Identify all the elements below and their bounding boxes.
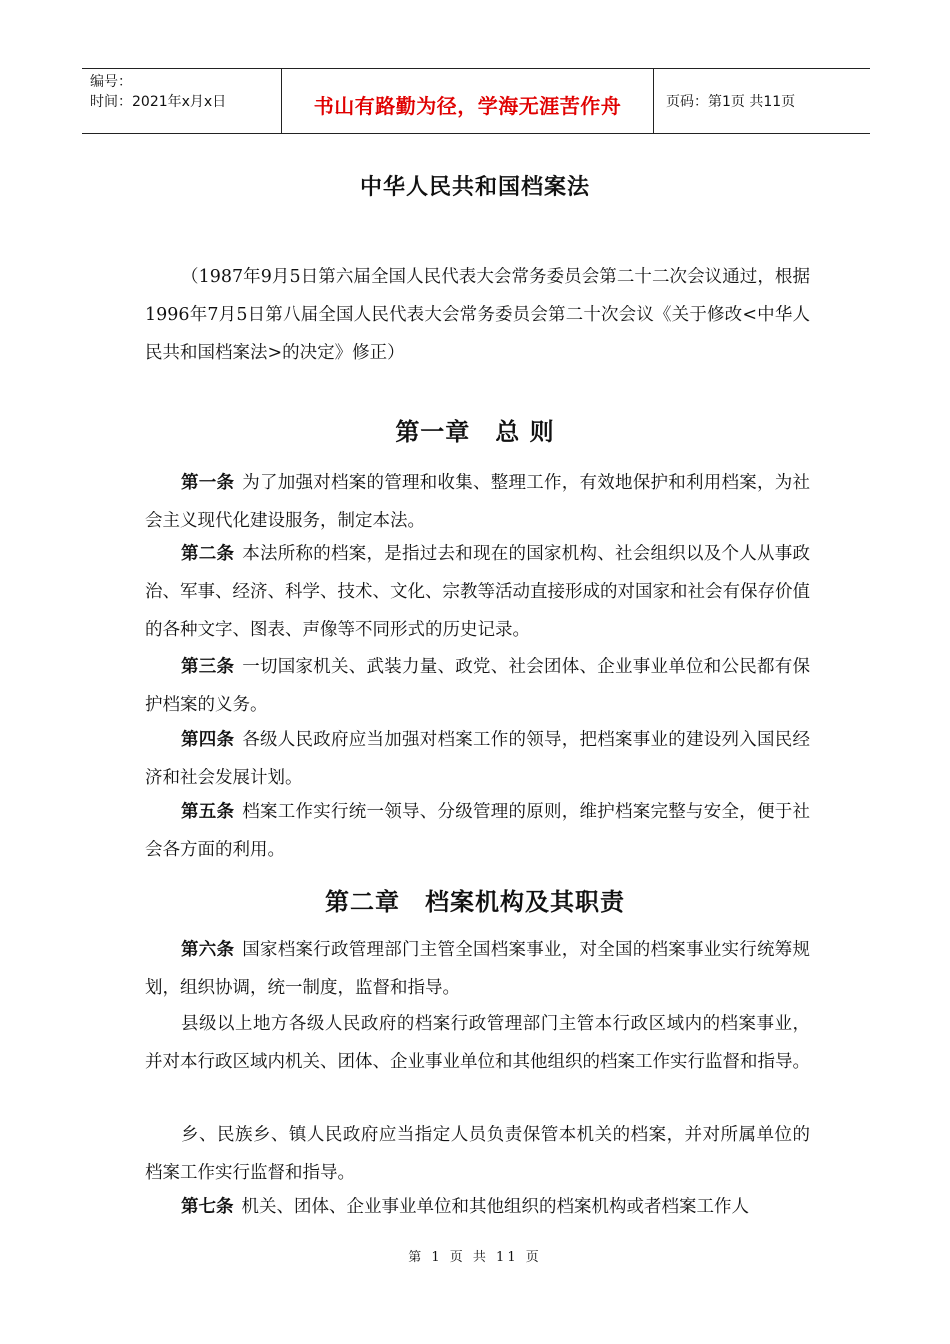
chapter-heading-2: 第二章 档案机构及其职责 [325,888,625,916]
document-title: 中华人民共和国档案法 [359,175,590,200]
article-number: 第三条 [181,657,235,677]
article-number: 第六条 [181,940,235,960]
article-text: 一切国家机关、武装力量、政党、社会团体、企业事业单位和公民都有保护档案的义务。 [145,657,810,715]
article-paragraph [145,648,810,724]
page-header [82,68,870,134]
document-number-label: 编号： [90,74,132,90]
article-text: 档案工作实行统一领导、分级管理的原则，维护档案完整与安全，便于社会各方面的利用。 [145,802,810,860]
article-text: 国家档案行政管理部门主管全国档案事业，对全国的档案事业实行统筹规划，组织协调，统一制度，监督和指导。 [145,940,810,998]
header-meta-cell [82,69,282,133]
article-paragraph [145,535,810,649]
article-text: 为了加强对档案的管理和收集、整理工作，有效地保护和利用档案，为社会主义现代化建设服务，制定本法。 [145,473,810,531]
document-preamble: （1987年9月5日第六届全国人民代表大会常务委员会第二十二次会议通过，根据1996年7月5日第八届全国人民代表大会常务委员会第二十次会议《关于修改<中华人民共和国档案法>的决定》修正） [145,267,810,363]
body-paragraph [145,1005,810,1081]
article-paragraph [145,1188,810,1226]
paragraph-text: 乡、民族乡、镇人民政府应当指定人员负责保管本机关的档案，并对所属单位的档案工作实行监督和指导。 [145,1125,810,1183]
header-page-cell [654,69,870,133]
header-motto: 书山有路勤为径，学海无涯苦作舟 [313,93,622,118]
page-footer: 第 1 页 共 11 页 [408,1250,542,1265]
paragraph-text: 县级以上地方各级人民政府的档案行政管理部门主管本行政区域内的档案事业，并对本行政区域内机关、团体、企业事业单位和其他组织的档案工作实行监督和指导。 [145,1014,810,1072]
article-paragraph [145,793,810,869]
article-number: 第五条 [181,802,235,822]
chapter-heading-1: 第一章 总 则 [395,418,555,446]
article-text: 本法所称的档案，是指过去和现在的国家机构、社会组织以及个人从事政治、军事、经济、科学、技术、文化、宗教等活动直接形成的对国家和社会有保存价值的各种文字、图表、声像等不同形式的历史记录。 [145,544,810,640]
article-number: 第一条 [181,473,235,493]
article-paragraph [145,721,810,797]
document-time-label: 时间：2021年x月x日 [90,94,227,110]
article-text: 各级人民政府应当加强对档案工作的领导，把档案事业的建设列入国民经济和社会发展计划。 [145,730,810,788]
body-paragraph [145,1116,810,1192]
article-number: 第四条 [181,730,235,750]
header-page-info: 页码：第1页 共11页 [666,94,796,110]
article-number: 第七条 [181,1197,234,1217]
article-number: 第二条 [181,544,235,564]
article-paragraph [145,464,810,540]
header-motto-cell [282,69,654,133]
article-text: 机关、团体、企业事业单位和其他组织的档案机构或者档案工作人 [241,1197,749,1217]
article-paragraph [145,931,810,1007]
